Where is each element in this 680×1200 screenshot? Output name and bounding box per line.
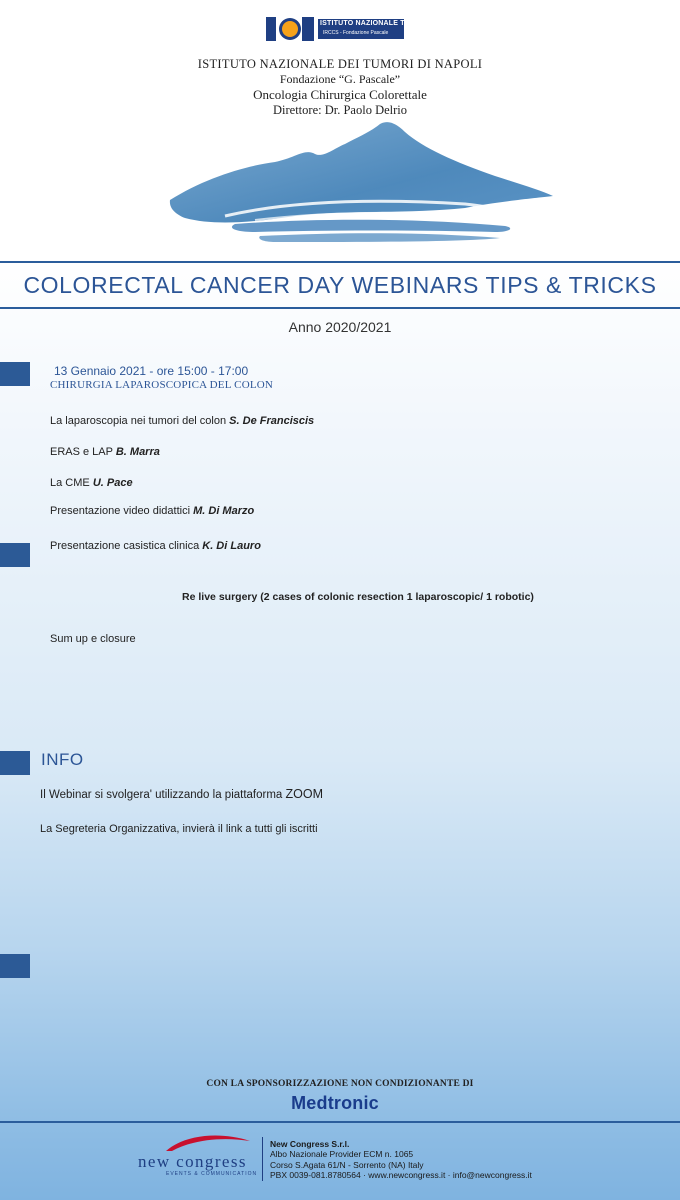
institution-department: Oncologia Chirurgica Colorettale bbox=[253, 87, 427, 102]
footer-divider bbox=[262, 1137, 263, 1181]
program-item-text: Presentazione casistica clinica bbox=[50, 540, 200, 552]
academic-year: Anno 2020/2021 bbox=[288, 319, 392, 335]
program-item-speaker: M. Di Marzo bbox=[193, 505, 255, 517]
program-item-text: Presentazione video didattici bbox=[50, 505, 191, 517]
footer-contacts: PBX 0039-081.8780564 · www.newcongress.it · info@newcongress.it bbox=[270, 1170, 532, 1180]
footer-provider: Albo Nazionale Provider ECM n. 1065 bbox=[270, 1149, 414, 1159]
institute-logo bbox=[266, 15, 430, 43]
new-congress-swoosh-icon bbox=[164, 1131, 252, 1153]
mountain-illustration bbox=[165, 118, 560, 250]
institution-foundation: Fondazione “G. Pascale” bbox=[279, 72, 401, 86]
session-date: 13 Gennaio 2021 - ore 15:00 - 17:00 bbox=[54, 364, 249, 378]
info-platform-line bbox=[40, 787, 323, 801]
program-item bbox=[50, 415, 314, 427]
live-surgery-item: Re live surgery (2 cases of colonic resection 1 laparoscopic/ 1 robotic) bbox=[182, 591, 534, 603]
section-marker bbox=[0, 362, 30, 386]
section-marker bbox=[0, 954, 30, 978]
info-link-line: La Segreteria Organizzativa, invierà il link a tutti gli iscritti bbox=[40, 823, 318, 835]
sponsor-text: CON LA SPONSORIZZAZIONE NON CONDIZIONANTE DI bbox=[206, 1079, 474, 1089]
new-congress-tagline: EVENTS & COMMUNICATION bbox=[166, 1171, 258, 1177]
program-item bbox=[50, 505, 254, 517]
sponsor-logo: Medtronic bbox=[291, 1093, 379, 1113]
banner-bottom-rule bbox=[0, 307, 680, 309]
banner-title: COLORECTAL CANCER DAY WEBINARS TIPS & TRICKS bbox=[23, 272, 657, 298]
program-item-text: ERAS e LAP bbox=[50, 446, 113, 458]
program-item-speaker: U. Pace bbox=[92, 477, 133, 489]
info-heading: INFO bbox=[41, 750, 84, 769]
new-congress-logo-text: new congress bbox=[138, 1152, 247, 1171]
info-platform-text: Il Webinar si svolgera' utilizzando la piattaforma bbox=[40, 789, 283, 801]
program-item bbox=[50, 446, 160, 458]
section-marker bbox=[0, 543, 30, 567]
program-item-speaker: B. Marra bbox=[115, 446, 160, 458]
logo-line1: ISTITUTO NAZIONALE TUMORI bbox=[320, 20, 430, 27]
institute-logo-mark bbox=[266, 15, 316, 43]
closing-item: Sum up e closure bbox=[50, 633, 136, 645]
program-item-text: La laparoscopia nei tumori del colon bbox=[50, 415, 227, 427]
section-marker bbox=[0, 751, 30, 775]
program-item-speaker: K. Di Lauro bbox=[202, 540, 261, 552]
banner-top-rule bbox=[0, 261, 680, 263]
program-item-text: La CME bbox=[50, 477, 90, 489]
footer-address: Corso S.Agata 61/N - Sorrento (NA) Italy bbox=[270, 1160, 424, 1170]
footer-company: New Congress S.r.l. bbox=[270, 1139, 350, 1149]
logo-line2: IRCCS - Fondazione Pascale bbox=[323, 30, 389, 36]
institution-director: Direttore: Dr. Paolo Delrio bbox=[273, 103, 407, 117]
session-title: CHIRURGIA LAPAROSCOPICA DEL COLON bbox=[50, 379, 274, 391]
program-item bbox=[50, 477, 133, 489]
program-item-speaker: S. De Franciscis bbox=[229, 415, 315, 427]
footer-rule bbox=[0, 1121, 680, 1123]
program-item bbox=[50, 540, 261, 552]
institution-name: ISTITUTO NAZIONALE DEI TUMORI DI NAPOLI bbox=[197, 57, 483, 71]
info-platform-name: ZOOM bbox=[285, 787, 324, 801]
